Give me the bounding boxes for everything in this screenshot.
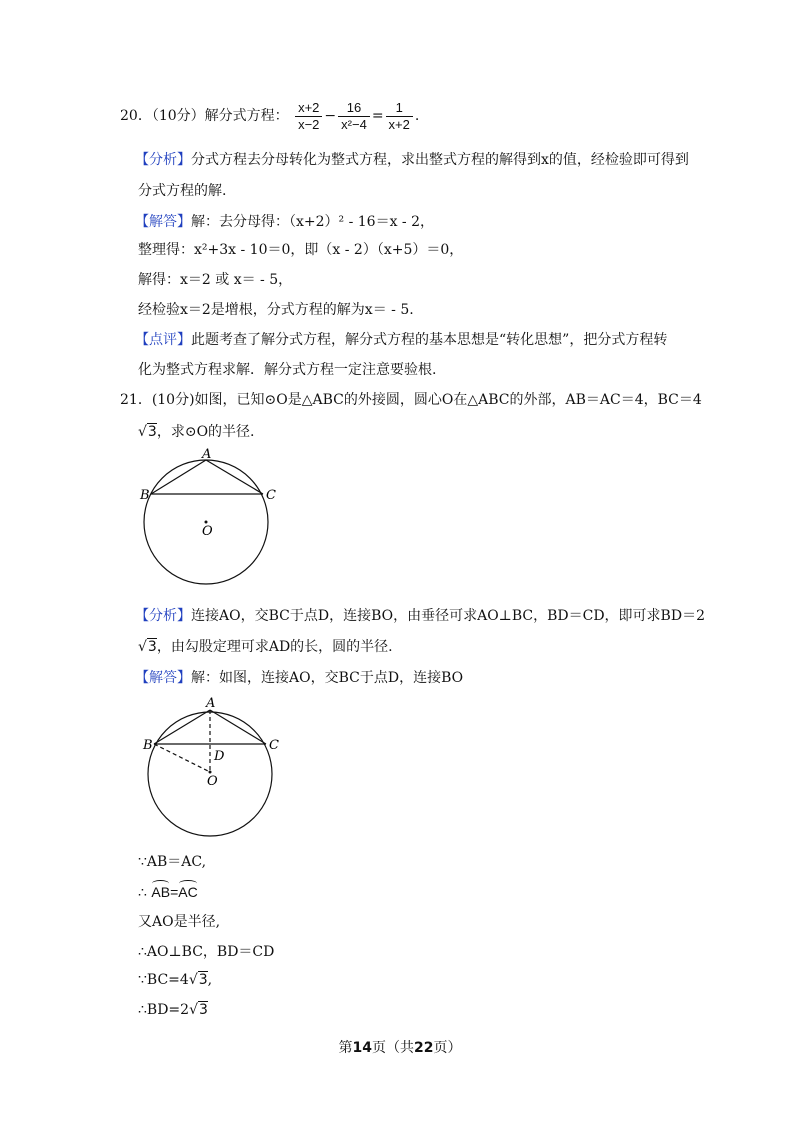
proof-6-text: ∴BD=2 <box>138 1002 190 1018</box>
sqrt-3: √3 <box>189 1002 208 1018</box>
fraction-3-denominator: x+2 <box>388 116 410 132</box>
label-d: D <box>214 749 225 764</box>
solution-20-line-1 <box>135 212 434 232</box>
comment-20-line-1 <box>135 330 667 350</box>
q21-line-1: 21．(10分)如图，已知⊙O是△ABC的外接圆，圆心O在△ABC的外部，AB＝AC＝4，BC＝4 <box>120 392 702 408</box>
proof-step-6 <box>138 1000 208 1020</box>
minus-sign: − <box>324 108 337 124</box>
analysis-21-line-2 <box>138 637 393 657</box>
page-footer <box>0 1037 800 1057</box>
proof-step-4: ∴AO⊥BC，BD＝CD <box>138 944 275 960</box>
page-number: 14 <box>352 1040 372 1056</box>
segment-bo-dashed <box>154 744 210 772</box>
proof-5-comma: , <box>207 972 213 988</box>
period: . <box>414 108 420 124</box>
sqrt-radicand: 3 <box>198 1002 208 1018</box>
sqrt-radicand: 3 <box>198 972 208 988</box>
analysis-tag: 【分析】 <box>135 608 191 624</box>
label-a: A <box>206 696 216 711</box>
q20-prefix: 20．（10分）解分式方程： <box>120 108 289 124</box>
solution-20-line-3: 解得：x＝2 或 x＝ - 5， <box>138 272 293 288</box>
label-c: C <box>266 488 276 503</box>
sqrt-radicand: 3 <box>147 424 157 440</box>
q21-text-2: ，求⊙O的半径. <box>156 424 255 440</box>
figure-2-circle-diagram <box>140 694 300 844</box>
arc-ac: AC <box>178 884 198 900</box>
label-b: B <box>140 488 150 503</box>
label-b: B <box>143 738 153 753</box>
fraction-2-numerator: 16 <box>338 100 370 117</box>
solution-tag: 【解答】 <box>135 214 191 230</box>
fraction-1-numerator: x+2 <box>295 100 322 117</box>
proof-step-1: ∵AB＝AC, <box>138 854 207 870</box>
proof-step-2 <box>138 882 198 903</box>
segment-ac <box>210 710 266 744</box>
fraction-2-denominator: x²−4 <box>341 116 367 132</box>
footer-post: 页） <box>433 1040 462 1056</box>
q20-line <box>120 98 419 134</box>
arc-ab: AB <box>151 884 171 900</box>
comment-20-line-2: 化为整式方程求解．解分式方程一定注意要验根. <box>138 362 437 378</box>
fraction-1-denominator: x−2 <box>298 116 320 132</box>
figure-1-circle-diagram <box>136 448 296 588</box>
segment-ab <box>154 710 210 744</box>
label-o: O <box>207 774 218 789</box>
solution-21-text-1: 解：如图，连接AO，交BC于点D，连接BO <box>191 670 464 686</box>
fraction-3-numerator: 1 <box>386 100 413 117</box>
comment-tag: 【点评】 <box>135 332 191 348</box>
footer-pre: 第 <box>338 1040 353 1056</box>
analysis-tag: 【分析】 <box>135 152 191 168</box>
segment-ab <box>151 460 206 494</box>
fraction-1 <box>295 100 322 133</box>
fraction-2 <box>338 100 370 133</box>
analysis-20-line-2: 分式方程的解. <box>138 183 227 199</box>
analysis-21-text-1: 连接AO，交BC于点D，连接BO，由垂径可求AO⊥BC，BD＝CD，即可求BD＝2 <box>191 608 705 624</box>
footer-mid: 页（共 <box>372 1040 414 1056</box>
analysis-21-line-1 <box>135 606 705 626</box>
proof-5-text: ∵BC=4 <box>138 972 189 988</box>
sqrt-3: √3 <box>188 972 208 988</box>
solution-20-line-2: 整理得：x²+3x - 10＝0，即（x - 2）（x+5）＝0， <box>138 242 464 258</box>
label-o: O <box>202 524 213 539</box>
sqrt-radicand: 3 <box>147 639 157 655</box>
equals-sign: = <box>170 884 179 900</box>
segment-ac <box>206 460 263 494</box>
solution-21-line-1 <box>135 668 463 688</box>
label-c: C <box>269 738 279 753</box>
solution-20-line-4: 经检验x＝2是增根，分式方程的解为x＝ - 5. <box>138 302 414 318</box>
comment-20-text-1: 此题考查了解分式方程，解分式方程的基本思想是“转化思想”，把分式方程转 <box>191 332 668 348</box>
analysis-20-line-1 <box>135 150 689 170</box>
label-a: A <box>202 448 212 462</box>
proof-step-3: 又AO是半径, <box>138 914 221 930</box>
q21-line-2 <box>138 422 255 442</box>
solution-20-text-1: 解：去分母得：（x+2）² - 16＝x - 2， <box>191 214 435 230</box>
solution-tag: 【解答】 <box>135 670 191 686</box>
total-pages: 22 <box>414 1040 434 1056</box>
equals-sign: = <box>371 108 384 124</box>
analysis-21-text-2: ，由勾股定理可求AD的长，圆的半径. <box>156 639 393 655</box>
analysis-20-text-1: 分式方程去分母转化为整式方程，求出整式方程的解得到x的值，经检验即可得到 <box>191 152 689 168</box>
therefore-symbol: ∴ <box>138 885 147 901</box>
proof-step-5 <box>138 970 212 990</box>
sqrt-3: √3 <box>138 639 157 655</box>
sqrt-3: √3 <box>138 424 157 440</box>
fraction-3 <box>386 100 413 133</box>
